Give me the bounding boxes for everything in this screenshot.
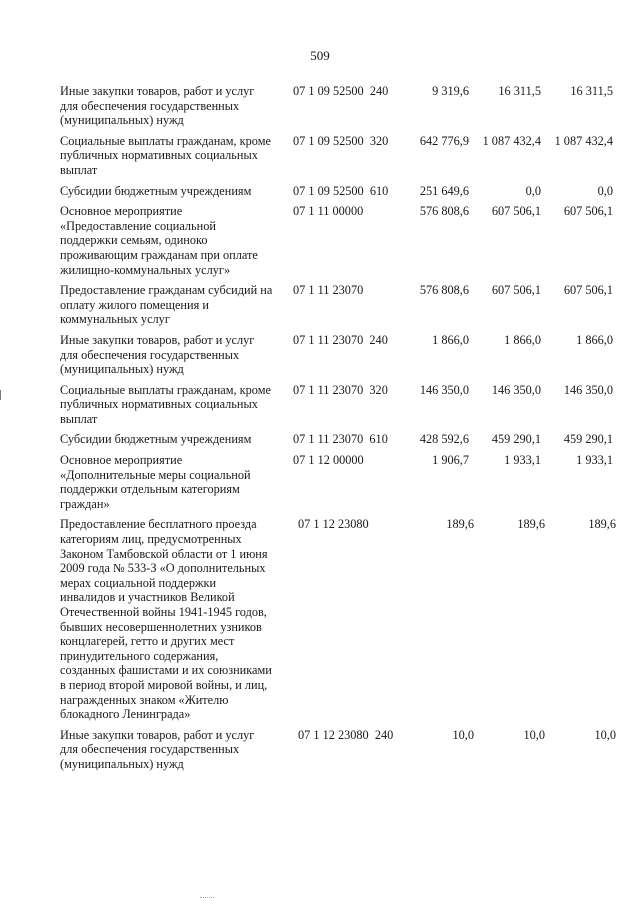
row-name: Субсидии бюджетным учреждениям bbox=[60, 432, 252, 447]
row-value-3: 607 506,1 bbox=[563, 283, 613, 298]
row-code: 07 1 11 00000 bbox=[293, 204, 364, 219]
table-row bbox=[0, 453, 640, 511]
row-value-1: 251 649,6 bbox=[419, 183, 469, 198]
row-code: 07 1 12 23080 bbox=[298, 517, 369, 532]
row-value-3: 607 506,1 bbox=[563, 204, 613, 219]
table-row bbox=[0, 432, 640, 447]
row-name: Предоставление гражданам субсидий на оплату жилого помещения и коммунальных услуг bbox=[60, 283, 273, 327]
row-value-3: 0,0 bbox=[597, 183, 613, 198]
row-code: 07 1 11 23070 240 bbox=[293, 332, 388, 347]
row-code: 07 1 09 52500 320 bbox=[293, 133, 389, 148]
row-value-1: 1 906,7 bbox=[432, 453, 469, 468]
table-row bbox=[0, 728, 640, 772]
table-row bbox=[0, 383, 640, 427]
row-value-1: 576 808,6 bbox=[419, 283, 469, 298]
row-value-2: 16 311,5 bbox=[498, 84, 541, 98]
row-value-2: 1 087 432,4 bbox=[482, 133, 541, 148]
row-value-3: 16 311,5 bbox=[570, 84, 613, 98]
row-code: 07 1 11 23070 bbox=[293, 283, 364, 298]
row-value-2: 607 506,1 bbox=[491, 204, 541, 219]
row-value-2: 607 506,1 bbox=[491, 283, 541, 298]
scan-bottom-mark bbox=[200, 897, 214, 900]
row-value-3: 10,0 bbox=[594, 727, 616, 742]
row-name: Социальные выплаты гражданам, кроме публичных нормативных социальных выплат bbox=[60, 382, 271, 426]
row-code: 07 1 11 23070 320 bbox=[293, 382, 388, 397]
table-row bbox=[0, 184, 640, 199]
row-name: Основное мероприятие «Дополнительные меры социальной поддержки отдельным категориям граждан» bbox=[60, 453, 251, 511]
row-value-1: 9 319,6 bbox=[432, 84, 469, 98]
row-value-2: 10,0 bbox=[523, 727, 545, 742]
row-value-2: 459 290,1 bbox=[491, 432, 541, 447]
table-row bbox=[0, 84, 640, 128]
row-value-2: 146 350,0 bbox=[491, 382, 541, 397]
row-code: 07 1 09 52500 240 bbox=[293, 84, 389, 98]
row-value-3: 1 933,1 bbox=[576, 453, 613, 468]
row-value-1: 10,0 bbox=[452, 727, 474, 742]
scan-margin-mark bbox=[0, 390, 5, 400]
row-value-2: 189,6 bbox=[517, 517, 545, 532]
row-value-3: 189,6 bbox=[588, 517, 616, 532]
row-value-2: 1 866,0 bbox=[504, 332, 541, 347]
row-value-3: 146 350,0 bbox=[563, 382, 613, 397]
table-row bbox=[0, 517, 640, 721]
row-name: Основное мероприятие «Предоставление социальной поддержки семьям, одиноко проживающим гражданам при оплате жилищно-коммунальных услуг» bbox=[60, 204, 258, 277]
row-value-1: 1 866,0 bbox=[432, 332, 469, 347]
row-name: Иные закупки товаров, работ и услуг для обеспечения государственных (муниципальных) нужд bbox=[60, 84, 255, 128]
row-name: Предоставление бесплатного проезда категориям лиц, предусмотренных Законом Тамбовской области от 1 июня 2009 года № 533-З «О дополнительных мерах социальной поддержки инвалидов и участников Великой Отечественной войны 1941-1945 годов, бывших несовершеннолетних узников концлагерей, гетто и других мест принудительного содержания, созданных фашистами и их союзниками в период второй мировой войны, и лиц, награжденных знаком «Жителю блокадного Ленинграда» bbox=[60, 517, 272, 722]
row-value-1: 428 592,6 bbox=[419, 432, 469, 447]
row-name: Иные закупки товаров, работ и услуг для обеспечения государственных (муниципальных) нужд bbox=[60, 727, 255, 771]
row-value-2: 1 933,1 bbox=[504, 453, 541, 468]
table-row bbox=[0, 134, 640, 178]
row-value-3: 1 866,0 bbox=[576, 332, 613, 347]
row-name: Субсидии бюджетным учреждениям bbox=[60, 183, 252, 198]
row-value-1: 146 350,0 bbox=[419, 382, 469, 397]
row-value-2: 0,0 bbox=[525, 183, 541, 198]
budget-table bbox=[0, 84, 640, 778]
table-row bbox=[0, 333, 640, 377]
row-value-1: 576 808,6 bbox=[419, 204, 469, 219]
table-row bbox=[0, 204, 640, 277]
row-value-3: 1 087 432,4 bbox=[554, 133, 613, 148]
row-name: Иные закупки товаров, работ и услуг для обеспечения государственных (муниципальных) нужд bbox=[60, 332, 255, 377]
row-code: 07 1 11 23070 610 bbox=[293, 432, 388, 447]
row-code: 07 1 09 52500 610 bbox=[293, 183, 389, 198]
row-code: 07 1 12 23080 240 bbox=[298, 727, 394, 742]
row-value-3: 459 290,1 bbox=[563, 432, 613, 447]
table-row bbox=[0, 283, 640, 327]
row-value-1: 642 776,9 bbox=[419, 133, 469, 148]
row-name: Социальные выплаты гражданам, кроме публичных нормативных социальных выплат bbox=[60, 133, 271, 177]
row-value-1: 189,6 bbox=[446, 517, 474, 532]
page-number: 509 bbox=[310, 48, 330, 63]
row-code: 07 1 12 00000 bbox=[293, 453, 364, 468]
